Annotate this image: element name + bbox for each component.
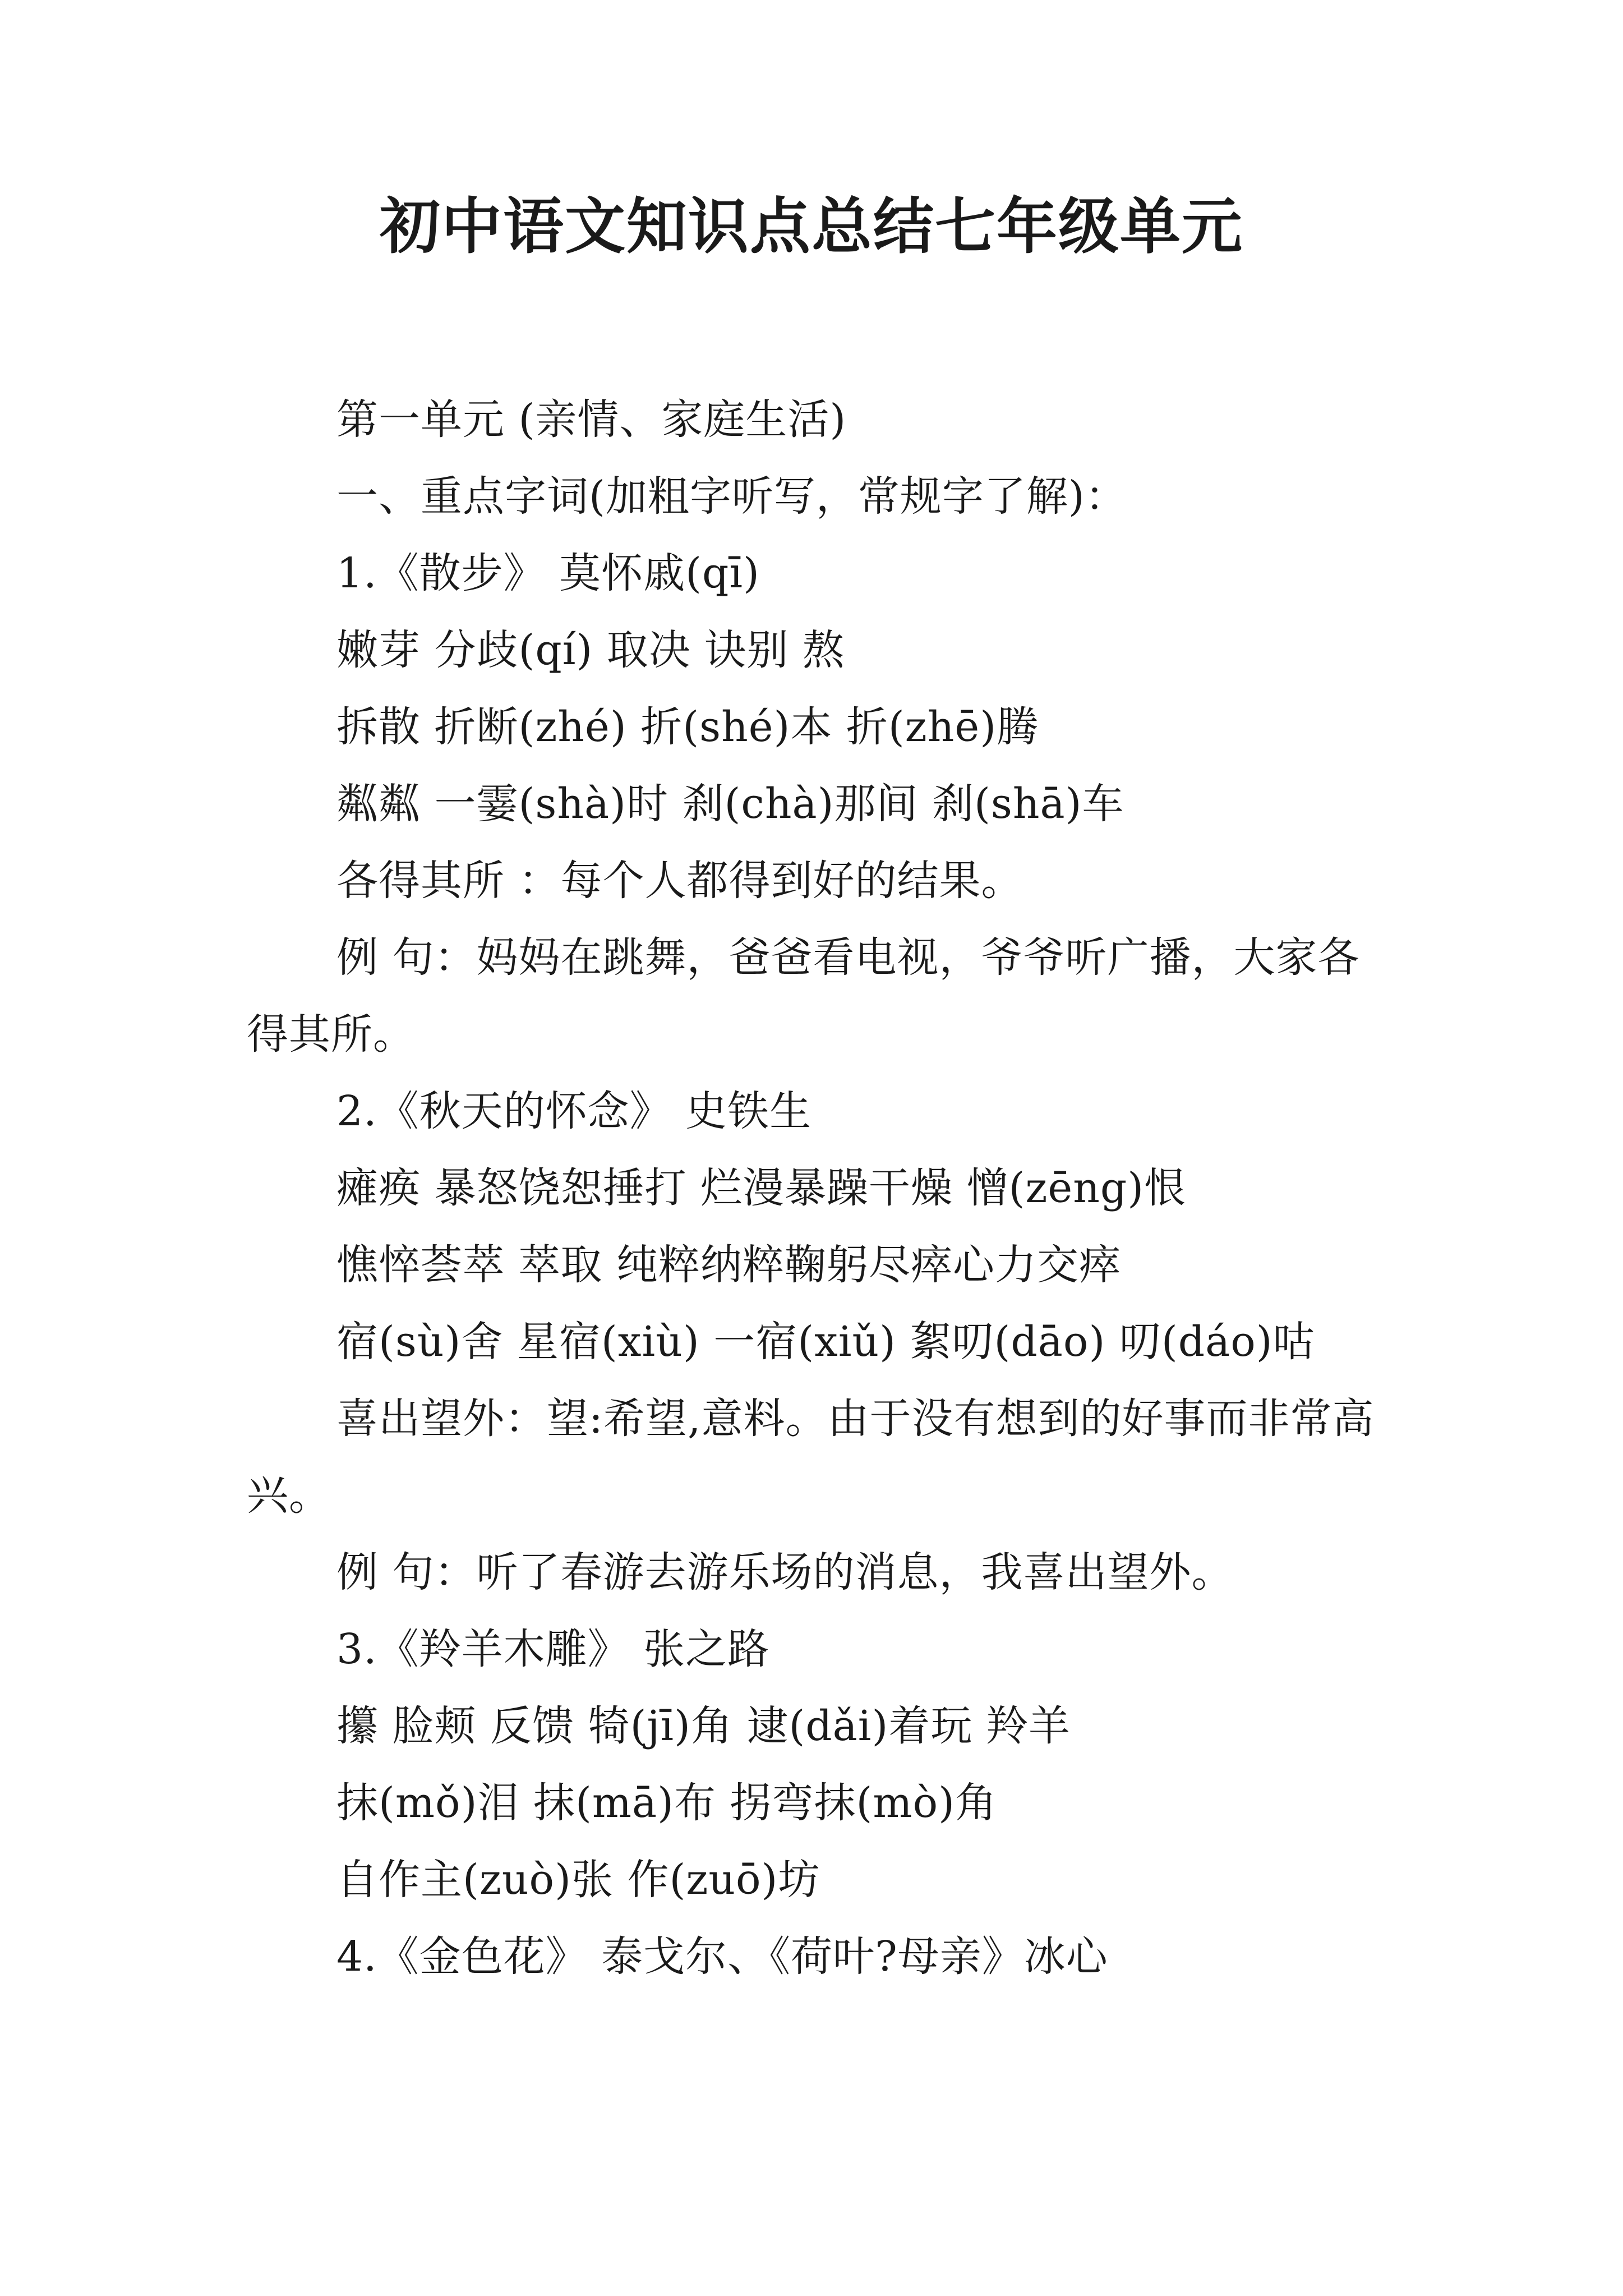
paragraph-idiom: 各得其所 ：每个人都得到好的结果。 — [336, 857, 1023, 905]
paragraph-lesson-1: 1.《散步》 莫怀戚(qī) — [336, 549, 760, 597]
paragraph-vocab: 拆散 折断(zhé) 折(shé)本 折(zhē)腾 — [336, 703, 1039, 751]
paragraph-idiom: 喜出望外：望:希望,意料。由于没有想到的好事而非常高兴。 — [247, 1395, 1375, 1520]
document-body — [247, 381, 1380, 1995]
paragraph-vocab: 抹(mǒ)泪 抹(mā)布 拐弯抹(mò)角 — [336, 1779, 997, 1827]
paragraph-vocab: 攥 脸颊 反馈 犄(jī)角 逮(dǎi)着玩 羚羊 — [336, 1702, 1071, 1750]
paragraph-vocab: 嫩芽 分歧(qí) 取决 诀别 熬 — [336, 626, 845, 674]
paragraph-vocab: 宿(sù)舍 星宿(xiù) 一宿(xiǔ) 絮叨(dāo) 叨(dáo)咕 — [336, 1318, 1315, 1366]
paragraph-vocab: 粼粼 一霎(shà)时 刹(chà)那间 刹(shā)车 — [336, 780, 1124, 828]
paragraph-vocab: 自作主(zuò)张 作(zuō)坊 — [336, 1856, 820, 1904]
paragraph-lesson-4: 4.《金色花》 泰戈尔、《荷叶?母亲》冰心 — [336, 1932, 1108, 1981]
paragraph-example: 例 句：妈妈在跳舞，爸爸看电视，爷爷听广播，大家各得其所。 — [247, 933, 1360, 1059]
paragraph-example: 例 句：听了春游去游乐场的消息，我喜出望外。 — [336, 1548, 1234, 1596]
paragraph-vocab: 憔悴荟萃 萃取 纯粹纳粹鞠躬尽瘁心力交瘁 — [336, 1241, 1122, 1289]
paragraph-section-heading: 一、重点字词(加粗字听写，常规字了解)： — [336, 472, 1127, 521]
document-title: 初中语文知识点总结七年级单元 — [379, 191, 1243, 262]
paragraph-unit-heading: 第一单元 (亲情、家庭生活) — [336, 395, 847, 444]
paragraph-lesson-3: 3.《羚羊木雕》 张之路 — [336, 1625, 770, 1673]
paragraph-lesson-2: 2.《秋天的怀念》 史铁生 — [336, 1087, 812, 1135]
paragraph-vocab: 瘫痪 暴怒饶恕捶打 烂漫暴躁干燥 憎(zēng)恨 — [336, 1164, 1187, 1212]
